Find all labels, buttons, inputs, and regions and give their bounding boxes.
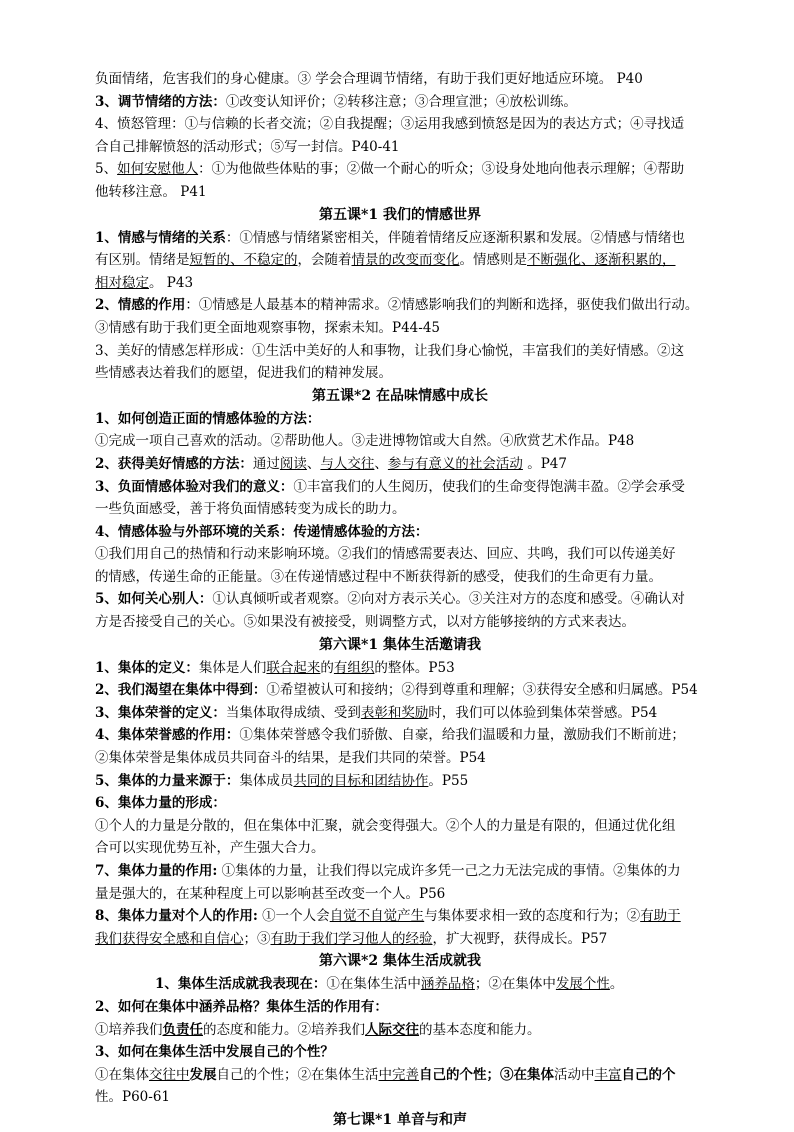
text-segment: ①个人的力量是分散的，但在集体中汇聚，就会变得强大。②个人的力量是有限的，但通过优化组 xyxy=(95,817,676,834)
text-segment: ①集体荣誉感令我们骄傲、自豪，给我们温暖和力量，激励我们不断前进； xyxy=(239,727,685,744)
text-segment: 4、集体荣誉感的作用： xyxy=(95,727,240,744)
text-segment: 方是否接受自己的关心。⑤如果没有被接受，则调整方式，以对方能够接纳的方式来表达。 xyxy=(95,614,635,631)
text-line xyxy=(95,158,705,181)
text-segment: 6、集体力量的形成： xyxy=(95,795,226,812)
text-line xyxy=(95,453,705,476)
text-segment: 有组织 xyxy=(333,659,375,676)
text-segment: 性。P60-61 xyxy=(95,1089,171,1106)
text-segment: 共同的目标和团结协作 xyxy=(293,772,429,789)
text-segment: 3、美好的情感怎样形成：①生活中美好的人和事物，让我们身心愉悦，丰富我们的美好情感。②这 xyxy=(95,342,685,359)
text-segment: 联合起来 xyxy=(266,659,321,676)
text-line xyxy=(95,815,705,838)
text-line xyxy=(95,905,705,928)
text-segment: 交往中 xyxy=(149,1066,190,1083)
text-line xyxy=(95,272,705,295)
section-heading xyxy=(95,950,705,973)
text-segment: 集体是人们 xyxy=(198,659,267,676)
text-segment: 2、情感的作用 xyxy=(95,297,186,314)
text-segment: ①改变认知评价；②转移注意；③合理宣泄；④放松训练。 xyxy=(225,93,577,110)
text-segment: 2、我们渴望在集体中得到： xyxy=(95,682,267,699)
text-segment: ；②在集体中 xyxy=(474,976,556,993)
text-line xyxy=(95,294,705,317)
text-segment: ①一个人会 xyxy=(257,908,330,925)
text-line xyxy=(95,227,705,250)
text-segment: 通过 xyxy=(252,455,280,472)
text-line xyxy=(95,249,705,272)
text-segment: 涵养品格 xyxy=(420,976,475,993)
text-line xyxy=(95,543,705,566)
text-segment: 。P47 xyxy=(522,455,567,472)
text-segment: 8、集体力量对个人的作用: xyxy=(95,908,258,925)
text-line xyxy=(95,996,705,1019)
text-segment: 的态度和能力。②培养我们 xyxy=(203,1021,365,1038)
text-segment: 些情感表达着我们的愿望，促进我们的精神发展。 xyxy=(95,365,392,382)
text-segment: 集体成员 xyxy=(239,772,294,789)
text-segment: 不断强化、逐渐积累的， xyxy=(527,252,676,269)
text-line xyxy=(95,566,705,589)
text-line xyxy=(95,113,705,136)
text-line xyxy=(95,770,705,793)
text-line xyxy=(95,1086,705,1109)
text-segment: ③情感有助于我们更全面地观察事物，探索未知。P44-45 xyxy=(95,319,441,336)
text-segment: 的 xyxy=(320,659,334,676)
section-heading xyxy=(95,1109,705,1132)
text-segment: 的情感，传递生命的正能量。③在传递情感过程中不断获得新的感受，使我们的生命更有力量。 xyxy=(95,568,662,585)
text-segment: 人际交往 xyxy=(365,1021,419,1038)
text-line xyxy=(95,724,705,747)
text-segment: ①我们用自己的热情和行动来影响环境。②我们的情感需要表达、回应、共鸣，我们可以传递美好 xyxy=(95,546,676,563)
text-segment: 3、调节情绪的方法： xyxy=(95,93,226,110)
text-segment: 第五课*2 在品味情感中成长 xyxy=(312,387,488,404)
text-segment: 表彰和奖励 xyxy=(360,704,429,721)
text-line xyxy=(95,430,705,453)
document-page xyxy=(95,68,705,1132)
text-line xyxy=(95,1064,705,1087)
text-segment: 与人交往 xyxy=(320,455,375,472)
text-line xyxy=(95,91,705,114)
text-segment: 。情感则是 xyxy=(459,252,527,269)
text-segment: ①希望被认可和接纳；②得到尊重和理解；③获得安全感和归属感。P54 xyxy=(266,682,698,699)
text-segment: 自己的个性；③在集体 xyxy=(419,1066,554,1083)
text-segment: 1、情感与情绪的关系 xyxy=(95,229,226,246)
text-segment: 中完善 xyxy=(378,1066,419,1083)
text-segment: ①在集体生活中 xyxy=(326,976,421,993)
text-segment: ①丰富我们的人生阅历，使我们的生命变得饱满丰盈。②学会承受 xyxy=(293,478,685,495)
text-segment: 第六课*1 集体生活邀请我 xyxy=(319,636,481,653)
text-segment: 、 xyxy=(306,455,321,472)
text-line xyxy=(95,136,705,159)
text-segment: 发展个性 xyxy=(555,976,610,993)
text-line xyxy=(95,408,705,431)
text-segment: 1、集体的定义： xyxy=(95,659,199,676)
text-line xyxy=(95,883,705,906)
text-line xyxy=(95,973,705,996)
text-line xyxy=(95,702,705,725)
text-segment: 的整体。P53 xyxy=(374,659,455,676)
text-line xyxy=(95,837,705,860)
text-segment: 5、 xyxy=(95,161,118,178)
text-segment: 负责任 xyxy=(162,1021,203,1038)
text-segment: 第五课*1 我们的情感世界 xyxy=(319,206,481,223)
text-line xyxy=(95,1019,705,1042)
text-segment: 负面情绪，危害我们的身心健康。③ 学会合理调节情绪，有助于我们更好地适应环境。 P40 xyxy=(95,71,643,87)
text-segment: ：①为他做些体贴的事；②做一个耐心的听众；③设身处地向他表示理解；④帮助 xyxy=(198,161,685,178)
text-segment: 他转移注意。 P41 xyxy=(95,183,207,200)
text-segment: ①认真倾听或者观察。②向对方表示关心。③关注对方的态度和感受。④确认对 xyxy=(212,591,685,608)
text-segment: 。 xyxy=(609,976,624,993)
text-segment: 阅读 xyxy=(279,455,307,472)
section-heading xyxy=(95,204,705,227)
text-segment: ②集体荣誉是集体成员共同奋斗的结果，是我们共同的荣誉。P54 xyxy=(95,750,486,767)
text-segment: 3、集体荣誉的定义： xyxy=(95,704,226,721)
text-segment: 有助于 xyxy=(640,908,681,925)
text-segment: ：①情感与情绪紧密相关，伴随着情绪反应逐渐积累和发展。②情感与情绪也 xyxy=(225,229,685,246)
text-segment: 短暂的、不稳定的 xyxy=(189,252,298,269)
text-segment: 4、情感体验与外部环境的关系：传递情感体验的方法： xyxy=(95,523,429,540)
text-segment: 5、集体的力量来源于： xyxy=(95,772,240,789)
text-segment: 3、负面情感体验对我们的意义： xyxy=(95,478,294,495)
text-segment: 自己的个性；②在集体生活 xyxy=(216,1066,379,1083)
text-line xyxy=(95,521,705,544)
text-segment: ：①情感是人最基本的精神需求。②情感影响我们的判断和选择，驱使我们做出行动。 xyxy=(185,297,699,314)
text-segment: 相对稳定 xyxy=(95,274,149,291)
text-line xyxy=(95,860,705,883)
section-heading xyxy=(95,634,705,657)
text-segment: ①培养我们 xyxy=(95,1021,163,1038)
text-line xyxy=(95,317,705,340)
text-segment: ；③ xyxy=(243,930,271,947)
text-segment: 、 xyxy=(374,455,388,472)
text-segment: 1、集体生活成就我表现在： xyxy=(155,976,327,993)
text-segment: 2、如何在集体中涵养品格？集体生活的作用有： xyxy=(95,998,388,1015)
text-segment: 当集体取得成绩、受到 xyxy=(225,704,361,721)
text-line xyxy=(95,68,705,91)
text-segment: 3、如何在集体生活中发展自己的个性？ xyxy=(95,1044,334,1061)
text-line xyxy=(95,476,705,499)
text-segment: 有区别。情绪是 xyxy=(95,252,190,269)
text-segment: 5、如何关心别人： xyxy=(95,591,213,608)
text-segment: 1、如何创造正面的情感体验的方法： xyxy=(95,410,321,427)
text-segment: 时，我们可以体验到集体荣誉感。P54 xyxy=(428,704,658,721)
text-segment: 第六课*2 集体生活成就我 xyxy=(319,953,481,970)
text-line xyxy=(95,340,705,363)
text-line xyxy=(95,611,705,634)
section-heading xyxy=(95,385,705,408)
text-line xyxy=(95,362,705,385)
text-segment: 发展 xyxy=(189,1066,217,1083)
text-segment: 我们获得安全感和自信心 xyxy=(95,930,244,947)
text-segment: 丰富 xyxy=(594,1066,622,1083)
text-line xyxy=(95,181,705,204)
text-segment: ，扩大视野，获得成长。P57 xyxy=(432,930,608,947)
text-segment: 量是强大的，在某种程度上可以影响甚至改变一个人。P56 xyxy=(95,885,446,902)
text-line xyxy=(95,657,705,680)
text-segment: ，会随着 xyxy=(297,252,352,269)
text-segment: 参与有意义的社会活动 xyxy=(387,455,523,472)
text-line xyxy=(95,792,705,815)
text-segment: 的基本态度和能力。 xyxy=(419,1021,541,1038)
text-segment: ①完成一项自己喜欢的活动。②帮助他人。③走进博物馆或大自然。④欣赏艺术作品。P48 xyxy=(95,433,635,450)
text-segment: 活动中 xyxy=(554,1066,595,1083)
text-line xyxy=(95,1041,705,1064)
text-line xyxy=(95,747,705,770)
text-segment: 一些负面感受，善于将负面情感转变为成长的助力。 xyxy=(95,501,406,518)
text-line xyxy=(95,679,705,702)
text-segment: 2、获得美好情感的方法： xyxy=(95,455,253,472)
text-segment: 。P55 xyxy=(428,772,469,789)
text-segment: ①集体的力量，让我们得以完成许多凭一己之力无法完成的事情。②集体的力 xyxy=(217,863,681,879)
text-segment: 有助于我们学习他人的经验 xyxy=(270,930,433,947)
text-segment: 合可以实现优势互补，产生强大合力。 xyxy=(95,840,325,857)
text-line xyxy=(95,928,705,951)
text-segment: 自觉不自觉产生 xyxy=(329,908,425,925)
text-segment: 。 P43 xyxy=(149,274,194,291)
text-segment: 如何安慰他人 xyxy=(117,161,199,178)
text-segment: 情景的改变而变化 xyxy=(351,252,460,269)
text-line xyxy=(95,498,705,521)
text-segment: 7、集体力量的作用: xyxy=(95,863,218,879)
text-segment: 与集体要求相一致的态度和行为；② xyxy=(424,908,641,925)
text-segment: 4、愤怒管理：①与信赖的长者交流；②自我提醒；③运用我感到愤怒是因为的表达方式；④寻找适 xyxy=(95,116,685,133)
text-segment: 自己的个 xyxy=(621,1066,676,1083)
text-segment: 合自己排解愤怒的活动形式；⑤写一封信。P40-41 xyxy=(95,138,400,155)
text-segment: 第七课*1 单音与和声 xyxy=(333,1111,467,1128)
text-line xyxy=(95,588,705,611)
text-segment: ①在集体 xyxy=(95,1066,149,1083)
